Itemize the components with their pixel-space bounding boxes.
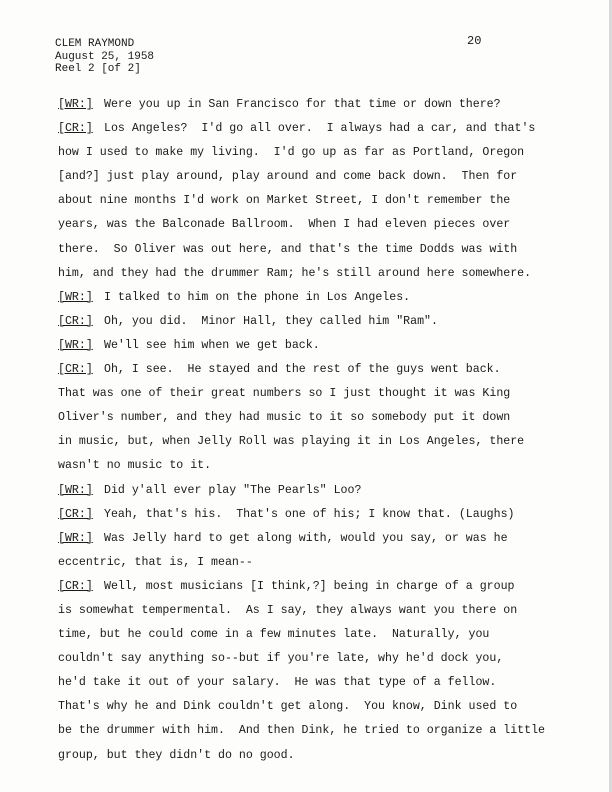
line-text: how I used to make my living. I'd go up as far as Portland, Oregon — [58, 146, 525, 160]
speaker-tag — [58, 93, 104, 117]
line-text: years, was the Balconade Ballroom. When I had eleven pieces over — [58, 218, 511, 232]
transcript-line — [58, 719, 558, 743]
interview-date: August 25, 1958 — [55, 50, 155, 63]
speaker-tag — [58, 479, 104, 503]
line-text: Well, most musicians [I think,?] being in charge of a group — [104, 579, 515, 593]
transcript-line — [58, 213, 558, 237]
line-text: him, and they had the drummer Ram; he's still around here somewhere. — [58, 266, 532, 280]
line-text: Oh, I see. He stayed and the rest of the guys went back. — [104, 363, 501, 377]
transcript-line — [58, 310, 558, 334]
speaker-tag — [58, 527, 104, 551]
transcript-line — [58, 189, 558, 213]
speaker-tag-text: [CR:] — [58, 314, 93, 328]
speaker-tag-text: [CR:] — [58, 507, 93, 521]
line-text: That was one of their great numbers so I just thought it was King — [58, 387, 511, 401]
line-text: Oliver's number, and they had music to it so somebody put it down — [58, 411, 511, 425]
transcript-line — [58, 334, 558, 358]
page-number: 20 — [467, 34, 482, 48]
line-text: Oh, you did. Minor Hall, they called him "Ram". — [104, 314, 438, 328]
speaker-tag-text: [WR:] — [58, 338, 93, 352]
transcript-line — [58, 454, 558, 478]
line-text: That's why he and Dink couldn't get along. You know, Dink used to — [58, 700, 518, 714]
transcript-header — [55, 38, 154, 76]
line-text: be the drummer with him. And then Dink, he tried to organize a little — [58, 724, 546, 738]
transcript-line — [58, 623, 558, 647]
transcript-line — [58, 262, 558, 286]
speaker-tag — [58, 334, 104, 358]
speaker-tag-text: [WR:] — [58, 290, 93, 304]
transcript-line — [58, 406, 558, 430]
speaker-tag — [58, 310, 104, 334]
speaker-tag-text: [CR:] — [58, 122, 93, 136]
speaker-tag — [58, 286, 104, 310]
transcript-line — [58, 527, 558, 551]
line-text: Los Angeles? I'd go all over. I always had a car, and that's — [104, 122, 536, 136]
line-text: about nine months I'd work on Market Street, I don't remember the — [58, 194, 511, 208]
speaker-tag — [58, 358, 104, 382]
line-text: couldn't say anything so--but if you're late, why he'd dock you, — [58, 652, 504, 666]
transcript-line — [58, 503, 558, 527]
line-text: he'd take it out of your salary. He was that type of a fellow. — [58, 676, 497, 690]
transcript-line — [58, 93, 558, 117]
line-text: Did y'all ever play "The Pearls" Loo? — [104, 483, 362, 497]
transcript-line — [58, 671, 558, 695]
transcript-body — [58, 93, 558, 768]
transcript-line — [58, 382, 558, 406]
line-text: Was Jelly hard to get along with, would you say, or was he — [104, 531, 508, 545]
line-text: there. So Oliver was out here, and that's the time Dodds was with — [58, 242, 518, 256]
line-text: wasn't no music to it. — [58, 459, 212, 473]
line-text: is somewhat tempermental. As I say, they always want you there on — [58, 603, 518, 617]
transcript-line — [58, 238, 558, 262]
line-text: eccentric, that is, I mean-- — [58, 555, 253, 569]
transcript-line — [58, 599, 558, 623]
transcript-line — [58, 286, 558, 310]
transcript-line — [58, 165, 558, 189]
speaker-tag-text: [WR:] — [58, 483, 93, 497]
line-text: Yeah, that's his. That's one of his; I know that. (Laughs) — [104, 507, 515, 521]
transcript-line — [58, 575, 558, 599]
line-text: [and?] just play around, play around and come back down. Then for — [58, 170, 518, 184]
line-text: I talked to him on the phone in Los Angeles. — [104, 290, 411, 304]
transcript-line — [58, 695, 558, 719]
transcript-line — [58, 479, 558, 503]
speaker-tag-text: [CR:] — [58, 363, 93, 377]
interviewee-name: CLEM RAYMOND — [55, 38, 135, 50]
transcript-line — [58, 117, 558, 141]
speaker-tag — [58, 503, 104, 527]
line-text: Were you up in San Francisco for that time or down there? — [104, 98, 501, 111]
transcript-line — [58, 647, 558, 671]
line-text: group, but they didn't do no good. — [58, 748, 295, 762]
reel-label: Reel 2 [of 2] — [55, 63, 141, 75]
speaker-tag-text: [CR:] — [58, 579, 93, 593]
line-text: time, but he could come in a few minutes late. Naturally, you — [58, 628, 490, 642]
line-text: We'll see him when we get back. — [104, 338, 320, 352]
transcript-line — [58, 744, 558, 768]
speaker-tag-text: [WR:] — [58, 531, 93, 545]
speaker-tag-text: [WR:] — [58, 98, 93, 111]
transcript-line — [58, 430, 558, 454]
transcript-line — [58, 551, 558, 575]
line-text: in music, but, when Jelly Roll was playing it in Los Angeles, there — [58, 435, 525, 449]
transcript-line — [58, 358, 558, 382]
speaker-tag — [58, 575, 104, 599]
speaker-tag — [58, 117, 104, 141]
transcript-line — [58, 141, 558, 165]
